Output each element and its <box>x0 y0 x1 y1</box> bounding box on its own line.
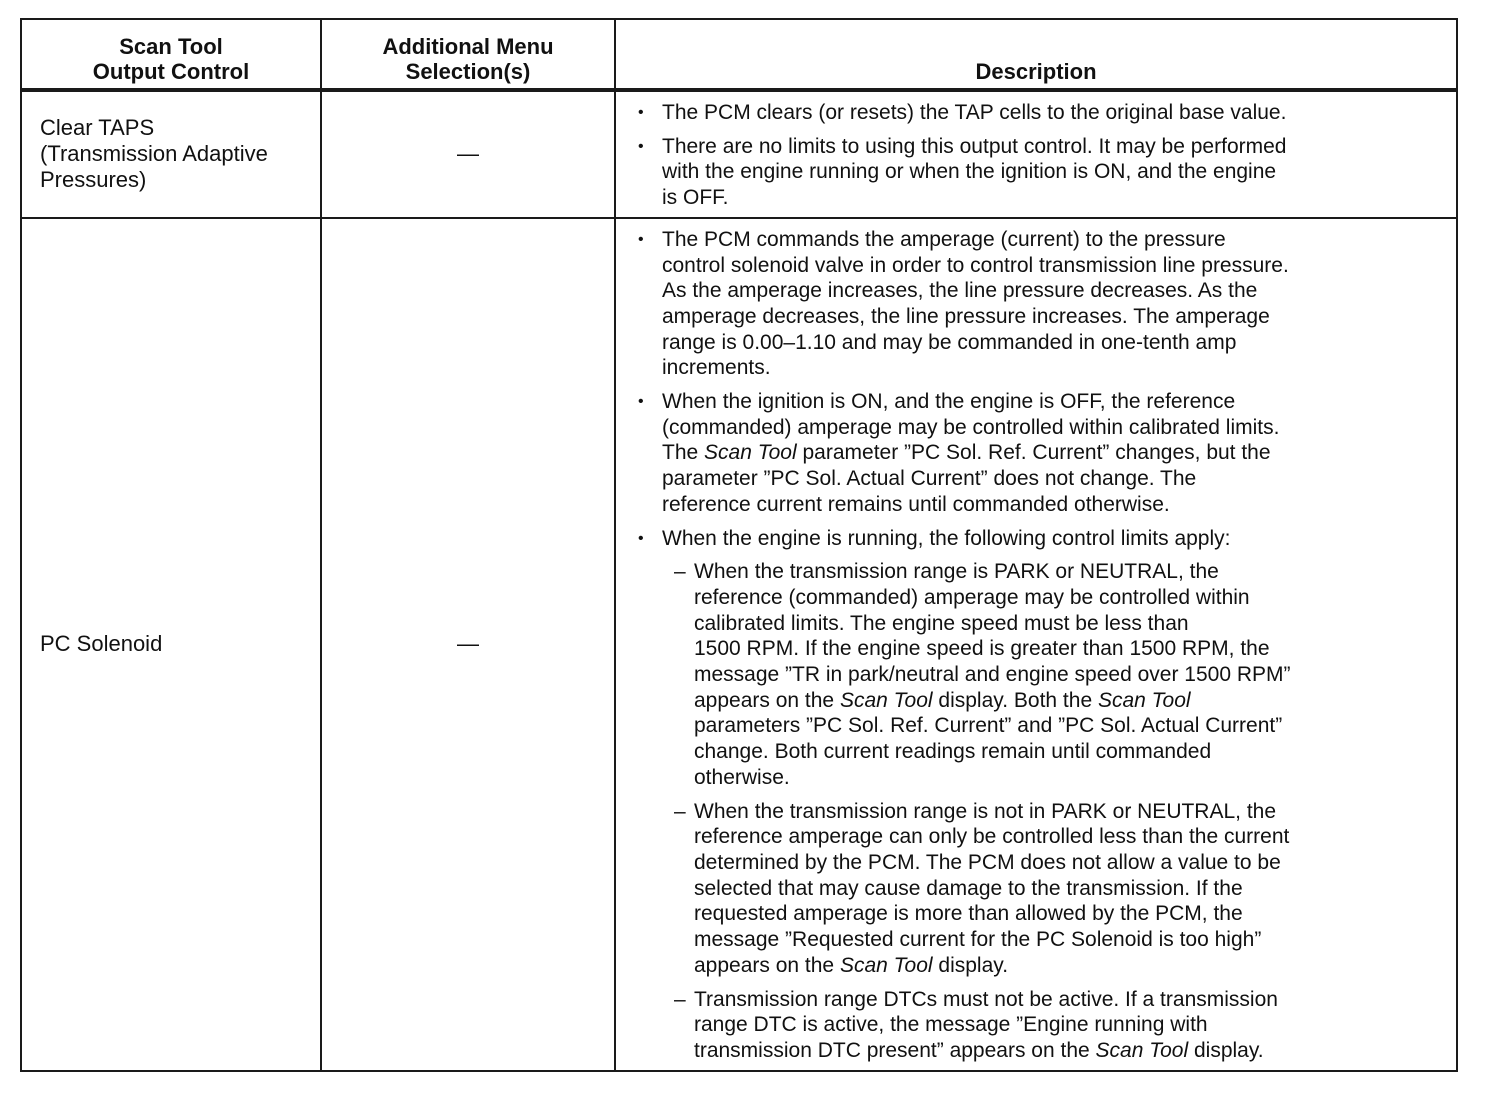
text-line: change. Both current readings remain until commanded <box>694 740 1212 764</box>
bullet-item <box>630 100 1448 126</box>
table-row-clear-taps <box>21 90 1457 218</box>
italic-term: Scan Tool <box>704 441 797 465</box>
sub-bullet-item <box>662 987 1448 1064</box>
text-line: – When the transmission range is PARK or NEUTRAL, the <box>694 560 1219 584</box>
output-control-name: PC Solenoid <box>21 218 321 1071</box>
italic-term: Scan Tool <box>1097 688 1191 712</box>
sub-bullet-list <box>662 559 1448 1063</box>
text-line: reference (commanded) amperage may be controlled within <box>694 585 1250 609</box>
text-line: amperage decreases, the line pressure increases. The amperage <box>662 304 1270 328</box>
text-line: – When the transmission range is not in PARK or NEUTRAL, the <box>694 799 1277 823</box>
text-line: calibrated limits. The engine speed must be less than <box>694 611 1189 635</box>
bullet-item <box>630 134 1448 211</box>
sub-bullet-item <box>662 559 1448 790</box>
text-line: determined by the PCM. The PCM does not allow a value to be <box>694 850 1281 874</box>
header-menu-selection: Additional Menu Selection(s) <box>321 19 615 90</box>
text-line: • There are no limits to using this output control. It may be performed <box>662 134 1287 158</box>
bullet-item <box>630 526 1448 1064</box>
bullet-list <box>630 227 1448 1064</box>
italic-term: Scan Tool <box>1095 1038 1189 1062</box>
text-line: reference amperage can only be controlled less than the current <box>694 825 1290 849</box>
sub-bullet-item <box>662 799 1448 979</box>
text-line: is OFF. <box>662 186 729 210</box>
bullet-item <box>630 389 1448 518</box>
text-line: reference current remains until commanded otherwise. <box>662 492 1170 516</box>
text-line: range DTC is active, the message ”Engine running with <box>694 1013 1208 1037</box>
bullet-list <box>630 100 1448 211</box>
header-output-control: Scan Tool Output Control <box>21 19 321 90</box>
text-line: message ”Requested current for the PC Solenoid is too high” <box>694 928 1262 952</box>
text-line: • When the ignition is ON, and the engine is OFF, the reference <box>662 390 1236 414</box>
menu-selection-value: — <box>321 218 615 1071</box>
text-line: 1500 RPM. If the engine speed is greater than 1500 RPM, the <box>694 637 1270 661</box>
text-line: appears on the Scan Tool display. Both the Scan Tool <box>694 688 1191 712</box>
italic-term: Scan Tool <box>839 688 933 712</box>
text-line: parameters ”PC Sol. Ref. Current” and ”PC Sol. Actual Current” <box>694 714 1283 738</box>
text-line: As the amperage increases, the line pressure decreases. As the <box>662 279 1258 303</box>
text-line: selected that may cause damage to the transmission. If the <box>694 876 1243 900</box>
table-row-pc-solenoid <box>21 218 1457 1071</box>
text-line: appears on the Scan Tool display. <box>694 953 1009 977</box>
text-line: message ”TR in park/neutral and engine speed over 1500 RPM” <box>694 663 1291 687</box>
bullet-item <box>630 227 1448 381</box>
text-line: parameter ”PC Sol. Actual Current” does not change. The <box>662 467 1197 491</box>
menu-selection-value: — <box>321 90 615 218</box>
text-line: otherwise. <box>694 765 790 789</box>
text-line: control solenoid valve in order to control transmission line pressure. <box>662 253 1289 277</box>
text-line: • The PCM commands the amperage (current) to the pressure <box>662 227 1226 251</box>
text-line: with the engine running or when the ignition is ON, and the engine <box>662 160 1277 184</box>
text-line: requested amperage is more than allowed by the PCM, the <box>694 902 1243 926</box>
text-line: (commanded) amperage may be controlled within calibrated limits. <box>662 415 1280 439</box>
header-row <box>21 19 1457 90</box>
output-control-name: Clear TAPS (Transmission Adaptive Pressures) <box>21 90 321 218</box>
text-line: • The PCM clears (or resets) the TAP cells to the original base value. <box>662 101 1287 124</box>
text-line: The Scan Tool parameter ”PC Sol. Ref. Current” changes, but the <box>662 441 1271 465</box>
output-control-table <box>20 18 1458 1072</box>
header-description: Description <box>615 19 1457 90</box>
text-line: increments. <box>662 356 771 380</box>
text-line: • When the engine is running, the following control limits apply: <box>662 526 1231 550</box>
text-line: transmission DTC present” appears on the Scan Tool display. <box>694 1038 1264 1062</box>
text-line: – Transmission range DTCs must not be active. If a transmission <box>694 987 1278 1011</box>
text-line: range is 0.00–1.10 and may be commanded in one-tenth amp <box>662 330 1237 354</box>
description-cell <box>615 218 1457 1071</box>
italic-term: Scan Tool <box>839 953 933 977</box>
description-cell <box>615 90 1457 218</box>
